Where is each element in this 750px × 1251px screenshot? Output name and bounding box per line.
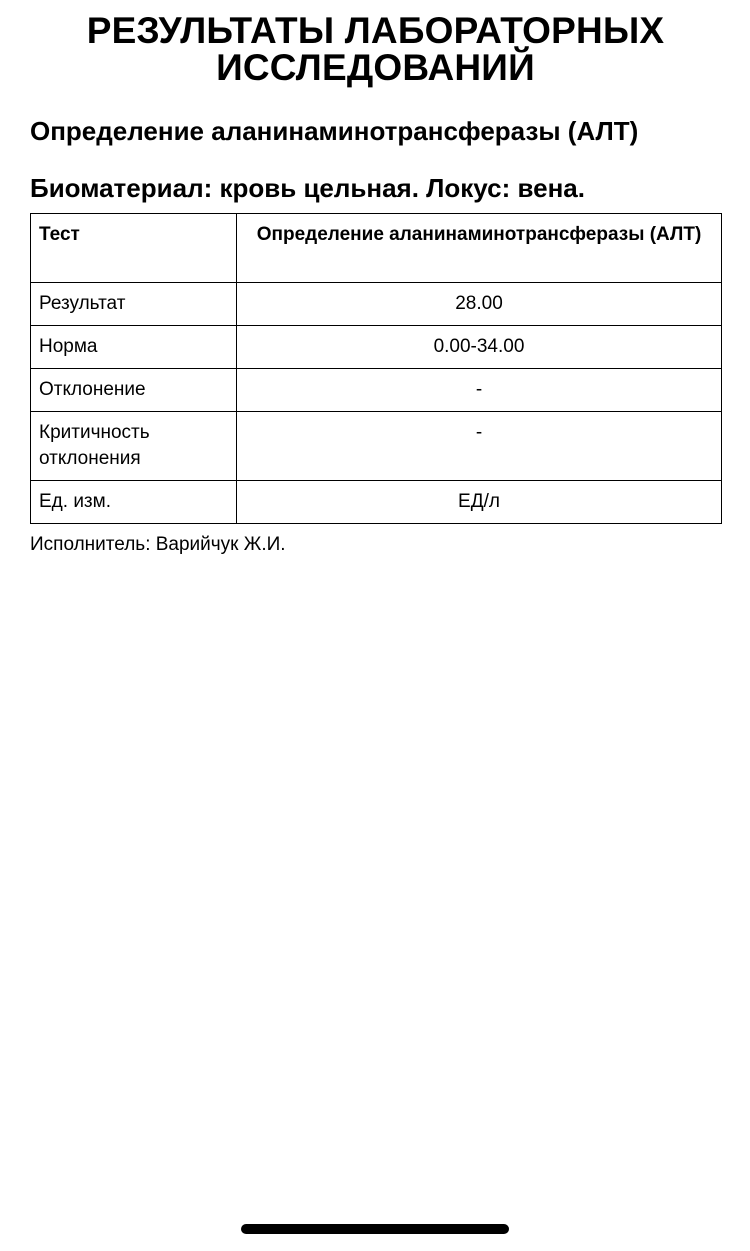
row-label-cell: Норма xyxy=(31,326,237,369)
row-value-cell: ЕД/л xyxy=(237,481,722,524)
row-value-cell: 28.00 xyxy=(237,283,722,326)
row-value-cell: 0.00-34.00 xyxy=(237,326,722,369)
executor-line: Исполнитель: Варийчук Ж.И. xyxy=(30,534,286,555)
lab-results-document xyxy=(30,0,721,557)
results-table xyxy=(30,213,722,524)
table-row-result xyxy=(31,283,722,326)
row-value-cell: - xyxy=(237,412,722,481)
test-name-heading: Определение аланинаминотрансферазы (АЛТ) xyxy=(30,116,639,146)
table-header-row xyxy=(31,214,722,283)
row-label-cell: Критичность отклонения xyxy=(31,412,237,481)
row-label-cell: Ед. изм. xyxy=(31,481,237,524)
row-value-cell: - xyxy=(237,369,722,412)
document-title: РЕЗУЛЬТАТЫ ЛАБОРАТОРНЫХ ИССЛЕДОВАНИЙ xyxy=(86,10,665,88)
header-value-cell: Определение аланинаминотрансферазы (АЛТ) xyxy=(237,214,722,283)
table-row-deviation xyxy=(31,369,722,412)
table-row-criticality xyxy=(31,412,722,481)
header-label-cell: Тест xyxy=(31,214,237,283)
biomaterial-heading: Биоматериал: кровь цельная. Локус: вена. xyxy=(30,173,585,203)
row-label-cell: Отклонение xyxy=(31,369,237,412)
row-label-cell: Результат xyxy=(31,283,237,326)
table-row-units xyxy=(31,481,722,524)
home-indicator[interactable] xyxy=(241,1224,509,1234)
table-row-norm xyxy=(31,326,722,369)
